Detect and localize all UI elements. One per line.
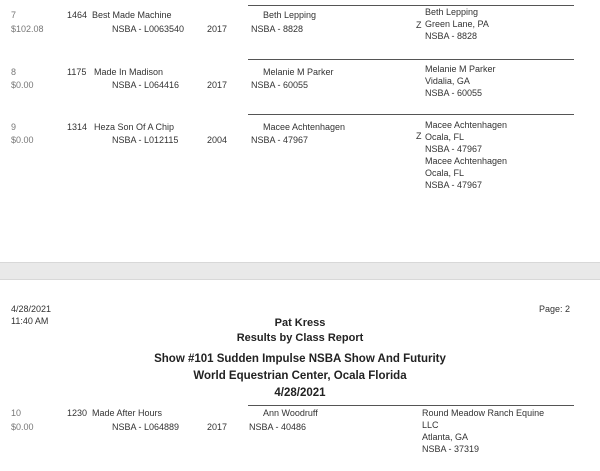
rider-name: Beth Lepping (263, 10, 317, 20)
owner-line: Macee Achtenhagen (425, 120, 508, 130)
owner-line: Round Meadow Ranch Equine (422, 408, 545, 418)
horse-registration: NSBA - L064416 (112, 80, 180, 90)
payout-amount: $0.00 (11, 80, 34, 90)
header-name: Pat Kress (274, 317, 326, 329)
payout-amount: $0.00 (11, 135, 34, 145)
place-number: 10 (11, 408, 22, 418)
horse-registration: NSBA - L012115 (112, 135, 179, 145)
back-number: 1175 (67, 67, 87, 77)
owner-line: Beth Lepping (425, 7, 479, 17)
horse-name: Heza Son Of A Chip (94, 122, 175, 132)
owner-line: NSBA - 60055 (425, 88, 483, 98)
page-number: Page: 2 (539, 304, 571, 314)
owner-line: Atlanta, GA (422, 432, 469, 442)
owner-line: NSBA - 37319 (422, 444, 480, 454)
place-number: 8 (11, 67, 17, 77)
place-number: 7 (11, 10, 17, 20)
show-title: Show #101 Sudden Impulse NSBA Show And Futurity (154, 353, 446, 365)
owner-line: Ocala, FL (425, 132, 465, 142)
entry-separator (248, 5, 574, 6)
report-page-2 (0, 280, 600, 471)
horse-name: Made After Hours (92, 408, 163, 418)
horse-year: 2004 (207, 135, 228, 145)
owner-line: Melanie M Parker (425, 64, 496, 74)
venue: World Equestrian Center, Ocala Florida (193, 370, 407, 382)
rider-registration: NSBA - 60055 (251, 80, 309, 90)
report-time: 11:40 AM (11, 316, 49, 326)
entry-separator (248, 114, 574, 115)
owner-line: LLC (422, 420, 439, 430)
rider-registration: NSBA - 40486 (249, 422, 307, 432)
owner-line: Green Lane, PA (425, 19, 489, 29)
owner-line: Ocala, FL (425, 168, 465, 178)
horse-registration: NSBA - L0063540 (112, 24, 185, 34)
rider-name: Macee Achtenhagen (263, 122, 346, 132)
back-number: 1230 (67, 408, 88, 418)
horse-year: 2017 (207, 422, 228, 432)
payout-amount: $102.08 (11, 24, 44, 34)
show-date: 4/28/2021 (274, 387, 326, 399)
payout-amount: $0.00 (11, 422, 34, 432)
back-number: 1314 (67, 122, 88, 132)
rider-name: Ann Woodruff (263, 408, 318, 418)
owner-line: Macee Achtenhagen (425, 156, 508, 166)
owner-line: NSBA - 47967 (425, 144, 483, 154)
report-date: 4/28/2021 (11, 304, 52, 314)
horse-year: 2017 (207, 80, 228, 90)
owner-line: NSBA - 47967 (425, 180, 483, 190)
rider-registration: NSBA - 8828 (251, 24, 304, 34)
place-number: 9 (11, 122, 17, 132)
entry-separator (248, 59, 574, 60)
back-number: 1464 (67, 10, 88, 20)
rider-registration: NSBA - 47967 (251, 135, 309, 145)
owner-line: NSBA - 8828 (425, 31, 478, 41)
page-break (0, 262, 600, 280)
horse-name: Best Made Machine (92, 10, 172, 20)
horse-name: Made In Madison (94, 67, 164, 77)
horse-registration: NSBA - L064889 (112, 422, 180, 432)
entry-separator (248, 405, 574, 406)
report-title: Results by Class Report (236, 332, 364, 344)
owner-flag: Z (416, 20, 422, 30)
owner-flag: Z (416, 131, 422, 141)
owner-line: Vidalia, GA (425, 76, 470, 86)
rider-name: Melanie M Parker (263, 67, 334, 77)
horse-year: 2017 (207, 24, 228, 34)
